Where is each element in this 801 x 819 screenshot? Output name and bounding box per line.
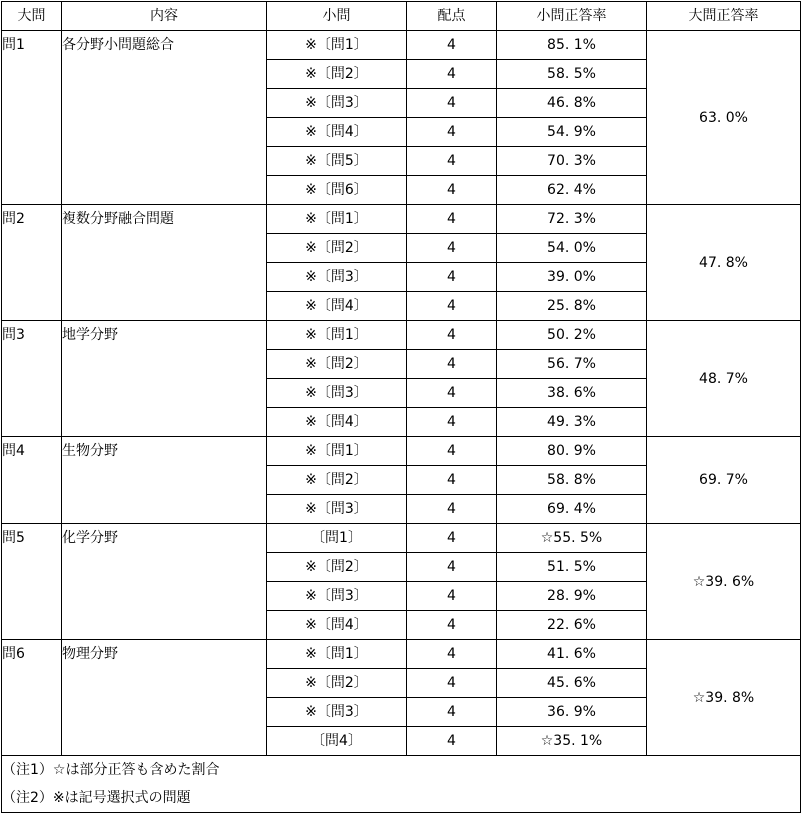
header-daimon: 大問	[2, 2, 62, 31]
question-label: ※〔問2〕	[267, 60, 407, 89]
section-content: 複数分野融合問題	[62, 205, 267, 321]
section-content: 生物分野	[62, 437, 267, 524]
note-row	[2, 784, 801, 813]
question-rate: 22. 6%	[497, 611, 647, 640]
question-rate: 39. 0%	[497, 263, 647, 292]
question-rate: ☆55. 5%	[497, 524, 647, 553]
question-rate: 25. 8%	[497, 292, 647, 321]
section-label: 問5	[2, 524, 62, 640]
question-label: ※〔問3〕	[267, 582, 407, 611]
section-label: 問6	[2, 640, 62, 756]
question-points: 4	[407, 437, 497, 466]
question-label: ※〔問3〕	[267, 698, 407, 727]
question-points: 4	[407, 350, 497, 379]
section-content: 物理分野	[62, 640, 267, 756]
question-label: ※〔問2〕	[267, 350, 407, 379]
question-rate: 54. 0%	[497, 234, 647, 263]
question-rate: 51. 5%	[497, 553, 647, 582]
table-row	[2, 205, 801, 234]
question-label: ※〔問2〕	[267, 669, 407, 698]
question-points: 4	[407, 611, 497, 640]
question-label: ※〔問2〕	[267, 466, 407, 495]
question-rate: 38. 6%	[497, 379, 647, 408]
question-points: 4	[407, 408, 497, 437]
question-label: ※〔問2〕	[267, 234, 407, 263]
question-rate: 85. 1%	[497, 31, 647, 60]
table-row	[2, 321, 801, 350]
section-label: 問4	[2, 437, 62, 524]
question-points: 4	[407, 640, 497, 669]
question-label: ※〔問4〕	[267, 611, 407, 640]
table-row	[2, 31, 801, 60]
question-label: ※〔問4〕	[267, 118, 407, 147]
header-question-rate: 小問正答率	[497, 2, 647, 31]
question-rate: 28. 9%	[497, 582, 647, 611]
question-points: 4	[407, 205, 497, 234]
section-rate: 69. 7%	[647, 437, 801, 524]
question-label: 〔問1〕	[267, 524, 407, 553]
question-points: 4	[407, 553, 497, 582]
question-points: 4	[407, 147, 497, 176]
question-label: ※〔問3〕	[267, 379, 407, 408]
question-label: ※〔問3〕	[267, 263, 407, 292]
question-label: ※〔問1〕	[267, 437, 407, 466]
question-rate: ☆35. 1%	[497, 727, 647, 756]
section-label: 問1	[2, 31, 62, 205]
question-points: 4	[407, 321, 497, 350]
question-label: ※〔問4〕	[267, 408, 407, 437]
header-section-rate: 大問正答率	[647, 2, 801, 31]
question-points: 4	[407, 495, 497, 524]
question-rate: 45. 6%	[497, 669, 647, 698]
table-body	[2, 31, 801, 813]
question-label: ※〔問2〕	[267, 553, 407, 582]
section-content: 化学分野	[62, 524, 267, 640]
question-points: 4	[407, 292, 497, 321]
question-points: 4	[407, 466, 497, 495]
header-points: 配点	[407, 2, 497, 31]
question-label: ※〔問3〕	[267, 495, 407, 524]
question-points: 4	[407, 89, 497, 118]
question-rate: 36. 9%	[497, 698, 647, 727]
question-label: ※〔問5〕	[267, 147, 407, 176]
question-points: 4	[407, 669, 497, 698]
question-rate: 70. 3%	[497, 147, 647, 176]
question-rate: 58. 5%	[497, 60, 647, 89]
section-rate: ☆39. 6%	[647, 524, 801, 640]
header-content: 内容	[62, 2, 267, 31]
question-points: 4	[407, 60, 497, 89]
question-points: 4	[407, 263, 497, 292]
header-shomon: 小問	[267, 2, 407, 31]
question-points: 4	[407, 524, 497, 553]
question-label: ※〔問1〕	[267, 31, 407, 60]
question-label: ※〔問1〕	[267, 640, 407, 669]
table-row	[2, 437, 801, 466]
question-rate: 46. 8%	[497, 89, 647, 118]
question-rate: 72. 3%	[497, 205, 647, 234]
question-label: 〔問4〕	[267, 727, 407, 756]
table-row	[2, 640, 801, 669]
note-text: （注1）☆は部分正答も含めた割合	[2, 756, 801, 785]
question-rate: 80. 9%	[497, 437, 647, 466]
header-row	[2, 2, 801, 31]
question-points: 4	[407, 31, 497, 60]
question-points: 4	[407, 118, 497, 147]
section-label: 問3	[2, 321, 62, 437]
question-rate: 58. 8%	[497, 466, 647, 495]
question-points: 4	[407, 176, 497, 205]
question-points: 4	[407, 379, 497, 408]
note-text: （注2）※は記号選択式の問題	[2, 784, 801, 813]
table-row	[2, 524, 801, 553]
section-content: 地学分野	[62, 321, 267, 437]
question-label: ※〔問1〕	[267, 321, 407, 350]
section-rate: 63. 0%	[647, 31, 801, 205]
question-label: ※〔問3〕	[267, 89, 407, 118]
question-label: ※〔問6〕	[267, 176, 407, 205]
question-points: 4	[407, 234, 497, 263]
question-rate: 69. 4%	[497, 495, 647, 524]
question-rate: 54. 9%	[497, 118, 647, 147]
question-label: ※〔問4〕	[267, 292, 407, 321]
question-rate: 56. 7%	[497, 350, 647, 379]
score-table	[1, 1, 801, 813]
section-rate: ☆39. 8%	[647, 640, 801, 756]
section-content: 各分野小問題総合	[62, 31, 267, 205]
question-rate: 62. 4%	[497, 176, 647, 205]
section-rate: 48. 7%	[647, 321, 801, 437]
question-rate: 49. 3%	[497, 408, 647, 437]
question-points: 4	[407, 727, 497, 756]
question-points: 4	[407, 698, 497, 727]
question-rate: 50. 2%	[497, 321, 647, 350]
question-label: ※〔問1〕	[267, 205, 407, 234]
section-rate: 47. 8%	[647, 205, 801, 321]
note-row	[2, 756, 801, 785]
question-points: 4	[407, 582, 497, 611]
section-label: 問2	[2, 205, 62, 321]
question-rate: 41. 6%	[497, 640, 647, 669]
